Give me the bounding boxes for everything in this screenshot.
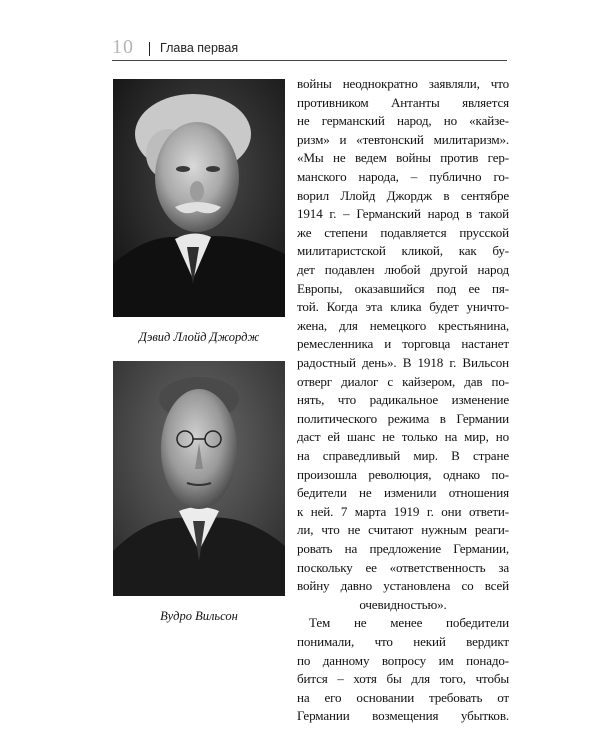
text-line: войну давно установлена со всей [297,578,509,594]
text-line: по данному вопросу им понадо- [297,652,509,668]
text-line: 1914 г. – Германский народ в такой [297,206,509,222]
photo-caption-wilson: Вудро Вильсон [160,609,238,623]
chapter-title: Глава первая [160,41,239,55]
text-line: ровать на предложение Германии, [297,541,509,556]
text-line: той. Когда эта клика будет уничто- [297,299,509,315]
text-line: бится – хотя бы для того, чтобы [297,671,509,687]
text-line: жена, для немецкого крестьянина, [297,317,509,333]
portrait-photo-wilson [113,361,285,596]
text-line: отверг диалог с кайзером, дав по- [297,373,509,389]
text-line: радостный день». В 1918 г. Вильсон [297,355,509,370]
text-line: понимали, что некий вердикт [297,634,509,649]
text-line: к ней. 7 марта 1919 г. они ответи- [297,503,509,519]
text-line: нять, что радикальное изменение [297,392,509,408]
text-line: на справедливый мир. В стране [297,448,509,463]
page-number: 10 [112,36,134,58]
text-line: же степени подавляется прусской [297,224,509,240]
text-line: манского народа, – публично го- [297,169,509,184]
text-line: дет подавлен любой другой народ [297,262,509,277]
text-line: очевидностью». [359,596,447,612]
text-line: даст ей шанс не только на мир, но [297,429,509,445]
portrait-photo-icon [113,361,285,596]
text-line: Тем не менее победители [309,615,509,631]
text-line: Германии возмещения убытков. [297,708,509,724]
portrait-photo-lloyd-george [113,79,285,317]
text-line: поскольку ее «ответственность за [297,559,509,575]
text-line: бедители не изменили отношения [297,485,509,501]
text-line: ворил Ллойд Джордж в сентябре [297,187,509,203]
text-line: милитаристской кликой, как бу- [297,243,509,259]
text-line: противником Антанты является [297,94,509,110]
photo-caption-lloyd-george: Дэвид Ллойд Джордж [138,330,260,344]
header-separator [149,42,150,56]
portrait-photo-icon [113,79,285,317]
text-line: ризм» и «тевтонский милитаризм». [297,131,509,147]
text-line: Европы, оказавшийся под ее пя- [297,280,509,296]
text-line: «Мы не ведем войны против гер- [297,150,509,166]
text-line: ли, что не считают нужным реаги- [297,522,509,538]
header-rule [112,60,507,61]
running-header [112,38,507,60]
text-line: войны неоднократно заявляли, что [297,76,509,91]
text-line: политического режима в Германии [297,410,509,426]
text-line: произошла революция, однако по- [297,466,509,482]
text-line: ремесленника и торговца настанет [297,336,509,352]
text-line: не германский народ, но «кайзе- [297,113,509,129]
text-line: на его основании требовать от [297,689,509,705]
